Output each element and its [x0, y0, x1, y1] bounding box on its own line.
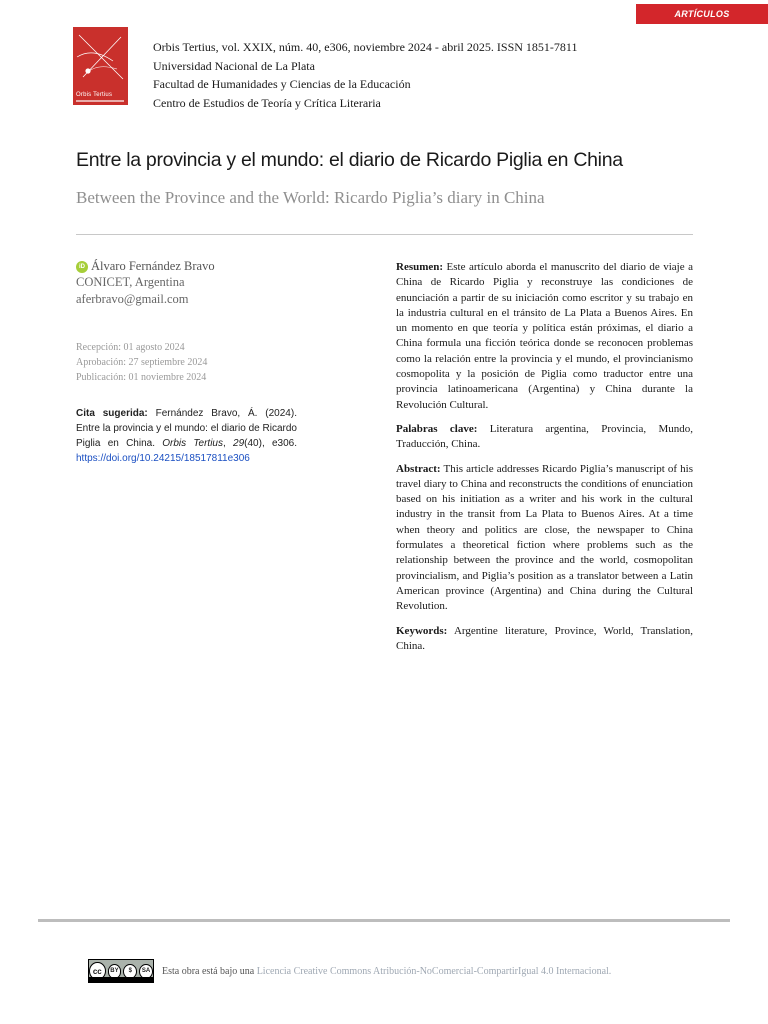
article-title: Entre la provincia y el mundo: el diario de Ricardo Piglia en China [76, 149, 623, 171]
journal-info [153, 38, 577, 112]
author-name-row [76, 259, 306, 274]
abstract-column [396, 260, 693, 663]
logo-subline [76, 100, 124, 102]
citation-text: Fernández Bravo, Á. (2024). Entre la provincia y el mundo: el diario de Ricardo Piglia en China. [76, 408, 297, 449]
resumen-paragraph [396, 260, 693, 413]
suggested-citation [76, 406, 297, 466]
resumen-label: Resumen: [396, 261, 444, 273]
citation-journal: Orbis Tertius [162, 438, 223, 449]
abstract-paragraph [396, 462, 693, 615]
keywords-text: Argentine literature, Province, World, Translation, China. [396, 624, 693, 652]
cc-by-icon: BY [108, 964, 122, 979]
header-divider [76, 234, 693, 235]
license-prefix: Esta obra está bajo una [162, 965, 257, 977]
license-link[interactable]: Licencia Creative Commons Atribución-NoComercial-CompartirIgual 4.0 Internacional. [256, 965, 612, 977]
cc-badge-strip [89, 977, 153, 982]
author-name: Álvaro Fernández Bravo [91, 259, 215, 273]
doi-link[interactable]: https://doi.org/10.24215/18517811e306 [76, 453, 250, 464]
keywords-label: Keywords: [396, 624, 448, 637]
cc-license-badge[interactable] [88, 959, 154, 983]
journal-university: Universidad Nacional de La Plata [153, 58, 315, 73]
journal-volume-line: Orbis Tertius, vol. XXIX, núm. 40, e306, noviembre 2024 - abril 2025. ISSN 1851-7811 [153, 40, 578, 54]
citation-volume: 29 [233, 438, 245, 449]
dates-block [76, 340, 207, 385]
license-text [162, 966, 611, 977]
journal-center: Centro de Estudios de Teoría y Crítica Literaria [153, 95, 381, 110]
author-block [76, 259, 306, 308]
cc-sa-icon: SA [139, 964, 153, 979]
cc-icon: cc [89, 962, 106, 980]
orcid-icon[interactable]: iD [76, 261, 88, 273]
date-published: Publicación: 01 noviembre 2024 [76, 372, 207, 383]
keywords-paragraph [396, 624, 693, 655]
citation-sep: , [223, 438, 234, 449]
author-affiliation: CONICET, Argentina [76, 275, 185, 289]
abstract-text: This article addresses Ricardo Piglia’s manuscript of his travel diary to China and reconstructs the conditions of enunciation based on his initiation as a writer and his work in the cultural industry in the transit from La Plata to Buenos Aires. At a time when theory and politics are close, the newspaper to China formulates a theoretical fiction where problems such as the relationship between the province and the world, cosmopolitan provincialism, and Piglia’s position as a translator between a Latin American province (Argentina) and China during the Cultural Revolution. [396, 462, 693, 613]
resumen-text: Este artículo aborda el manuscrito del diario de viaje a China de Ricardo Piglia y reconstruye las condiciones de enunciación a partir de su iniciación como escritor y su trabajo en la industria cultural en el tránsito de La Plata a Buenos Aires. En un momento en que teoría y política están próximas, el diario a China formula una ficción teórica donde se reconocen problemas como la relación entre la provincia y el mundo, el provincianismo cosmopolita y la posición de Piglia como traductor entre una provincia latinoamericana (Argentina) y China durante la Revolución Cultural. [396, 261, 693, 411]
article-subtitle: Between the Province and the World: Ricardo Piglia’s diary in China [76, 188, 545, 207]
citation-issue: (40), e306. [244, 438, 297, 449]
date-approved: Aprobación: 27 septiembre 2024 [76, 357, 208, 368]
author-email[interactable]: aferbravo@gmail.com [76, 292, 189, 306]
palabras-clave-paragraph [396, 422, 693, 453]
journal-logo [73, 27, 128, 105]
section-tag: ARTÍCULOS [636, 4, 768, 24]
date-received: Recepción: 01 agosto 2024 [76, 342, 185, 353]
license-block [88, 959, 611, 983]
palabras-clave-text: Literatura argentina, Provincia, Mundo, Traducción, China. [396, 422, 693, 451]
citation-label: Cita sugerida: [76, 408, 148, 419]
cc-nc-icon: $ [123, 964, 137, 979]
palabras-clave-label: Palabras clave: [396, 422, 478, 435]
abstract-label: Abstract: [396, 462, 441, 475]
journal-faculty: Facultad de Humanidades y Ciencias de la Educación [153, 77, 411, 91]
logo-text: Orbis Tertius [76, 92, 113, 98]
footer-divider [38, 919, 730, 922]
